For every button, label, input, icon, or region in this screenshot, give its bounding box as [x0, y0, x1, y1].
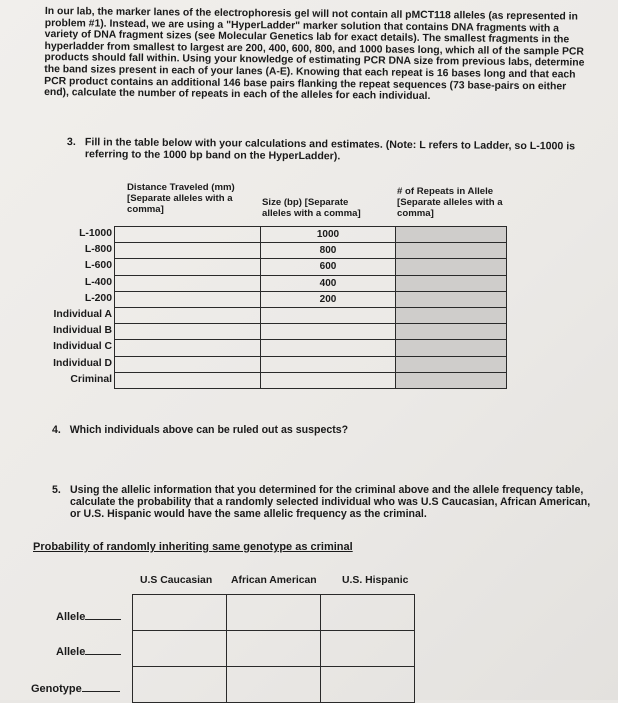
probability-table	[132, 594, 415, 703]
question-3	[67, 136, 587, 165]
row-label: L-600	[84, 260, 112, 272]
table-row	[133, 667, 415, 703]
col-african-american: African American	[231, 575, 317, 586]
question-3-text: Fill in the table below with your calculations and estimates. (Note: L refers to Ladder, so L-1000 is referring to the 1000 bp band on the HyperLadder).	[84, 136, 576, 163]
row-label: L-200	[84, 292, 112, 304]
repeats-cell[interactable]	[396, 291, 507, 307]
table-row	[115, 243, 507, 259]
distance-cell[interactable]	[115, 340, 261, 356]
size-cell[interactable]: 1000	[261, 227, 396, 243]
size-cell[interactable]: 400	[261, 275, 396, 291]
distance-cell[interactable]	[115, 356, 261, 372]
distance-cell[interactable]	[115, 227, 261, 243]
size-cell[interactable]: 800	[261, 243, 396, 259]
repeats-cell[interactable]	[396, 324, 507, 340]
size-cell[interactable]: 200	[261, 291, 396, 307]
row-label: Individual A	[53, 309, 112, 320]
size-cell[interactable]	[261, 307, 396, 323]
genotype-blank[interactable]	[82, 681, 120, 692]
allele-1-text: Allele	[56, 611, 86, 623]
size-cell[interactable]	[261, 340, 396, 356]
distance-cell[interactable]	[115, 307, 261, 323]
probability-cell[interactable]	[321, 595, 415, 631]
distance-cell[interactable]	[115, 275, 261, 291]
allele-1-label	[56, 609, 121, 623]
probability-cell[interactable]	[321, 631, 415, 667]
table-row	[115, 307, 507, 323]
table-row	[133, 631, 415, 667]
col-us-caucasian: U.S Caucasian	[140, 575, 213, 586]
repeats-cell[interactable]	[396, 307, 507, 323]
question-5-number: 5.	[52, 484, 61, 496]
row-label: L-800	[84, 244, 112, 256]
question-3-number: 3.	[66, 136, 76, 149]
distance-cell[interactable]	[115, 259, 261, 275]
question-5-text: Using the allelic information that you determined for the criminal above and the allele frequency table, calculate the probability that a randomly selected individual who was U.S Caucasian, African American, or U.S. Hispanic would have the same allelic frequency as the criminal.	[70, 484, 591, 520]
row-label: L-1000	[79, 228, 112, 239]
intro-paragraph: In our lab, the marker lanes of the electrophoresis gel will not contain all pMCT118 alleles (as represented in problem #1). Instead, we are using a "HyperLadder" marker solution that contains DNA fragments with a variety of DNA fragment sizes (see Molecular Genetics lab for exact details). The smallest fragments in the hyperladder from smallest to largest are 200, 400, 600, 800, and 1000 bases long, which all of the sample PCR products should fall within. Using your knowledge of estimating PCR DNA size from previous labs, determine the band sizes present in each of your lanes (A-E). Knowing that each repeat is 16 bases long and that each PCR product contains an additional 146 base pairs flanking the repeat sequences (73 base-pairs on either end), calculate the number of repeats in each of the alleles for each individual.	[44, 6, 585, 103]
repeats-cell[interactable]	[396, 275, 507, 291]
size-cell[interactable]	[261, 356, 396, 372]
repeats-cell[interactable]	[396, 340, 507, 356]
probability-cell[interactable]	[227, 631, 321, 667]
question-4-text: Which individuals above can be ruled out as suspects?	[69, 424, 349, 436]
table-row	[115, 340, 507, 356]
table-row	[115, 259, 507, 275]
table-row	[133, 595, 415, 631]
repeats-table	[114, 226, 507, 389]
table-row	[115, 356, 507, 372]
allele-1-blank[interactable]	[85, 609, 121, 620]
question-4	[52, 424, 348, 436]
size-cell[interactable]	[261, 372, 396, 388]
probability-cell[interactable]	[321, 667, 415, 703]
col-us-hispanic: U.S. Hispanic	[342, 575, 409, 586]
distance-cell[interactable]	[115, 324, 261, 340]
row-label: L-400	[84, 276, 112, 288]
probability-cell[interactable]	[133, 631, 227, 667]
header-distance: Distance Traveled (mm) [Separate alleles with a comma]	[127, 182, 235, 215]
probability-cell[interactable]	[227, 667, 321, 703]
row-label: Individual C	[53, 341, 112, 353]
row-label: Individual B	[53, 325, 112, 337]
allele-2-text: Allele	[56, 646, 86, 658]
table-row	[115, 275, 507, 291]
table-row	[115, 227, 507, 243]
probability-heading: Probability of randomly inheriting same genotype as criminal	[33, 541, 353, 553]
probability-cell[interactable]	[133, 667, 227, 703]
repeats-cell[interactable]	[396, 372, 507, 388]
repeats-cell[interactable]	[396, 259, 507, 275]
probability-cell[interactable]	[133, 595, 227, 631]
question-4-number: 4.	[52, 424, 61, 436]
repeats-cell[interactable]	[396, 227, 507, 243]
size-cell[interactable]: 600	[261, 259, 396, 275]
header-repeats: # of Repeats in Allele [Separate alleles with a comma]	[397, 186, 503, 219]
repeats-cell[interactable]	[396, 243, 507, 259]
genotype-label	[31, 681, 120, 695]
header-size: Size (bp) [Separate alleles with a comma]	[262, 197, 361, 219]
row-label: Criminal	[70, 373, 112, 385]
repeats-cell[interactable]	[396, 356, 507, 372]
allele-2-label	[56, 644, 121, 658]
genotype-text: Genotype	[31, 683, 82, 695]
table-row	[115, 291, 507, 307]
distance-cell[interactable]	[115, 243, 261, 259]
row-label: Individual D	[53, 357, 112, 369]
table-row	[115, 324, 507, 340]
size-cell[interactable]	[261, 324, 396, 340]
question-5	[52, 484, 592, 520]
allele-2-blank[interactable]	[85, 644, 121, 655]
distance-cell[interactable]	[115, 291, 261, 307]
distance-cell[interactable]	[115, 372, 261, 388]
probability-cell[interactable]	[227, 595, 321, 631]
table-row	[115, 372, 507, 388]
